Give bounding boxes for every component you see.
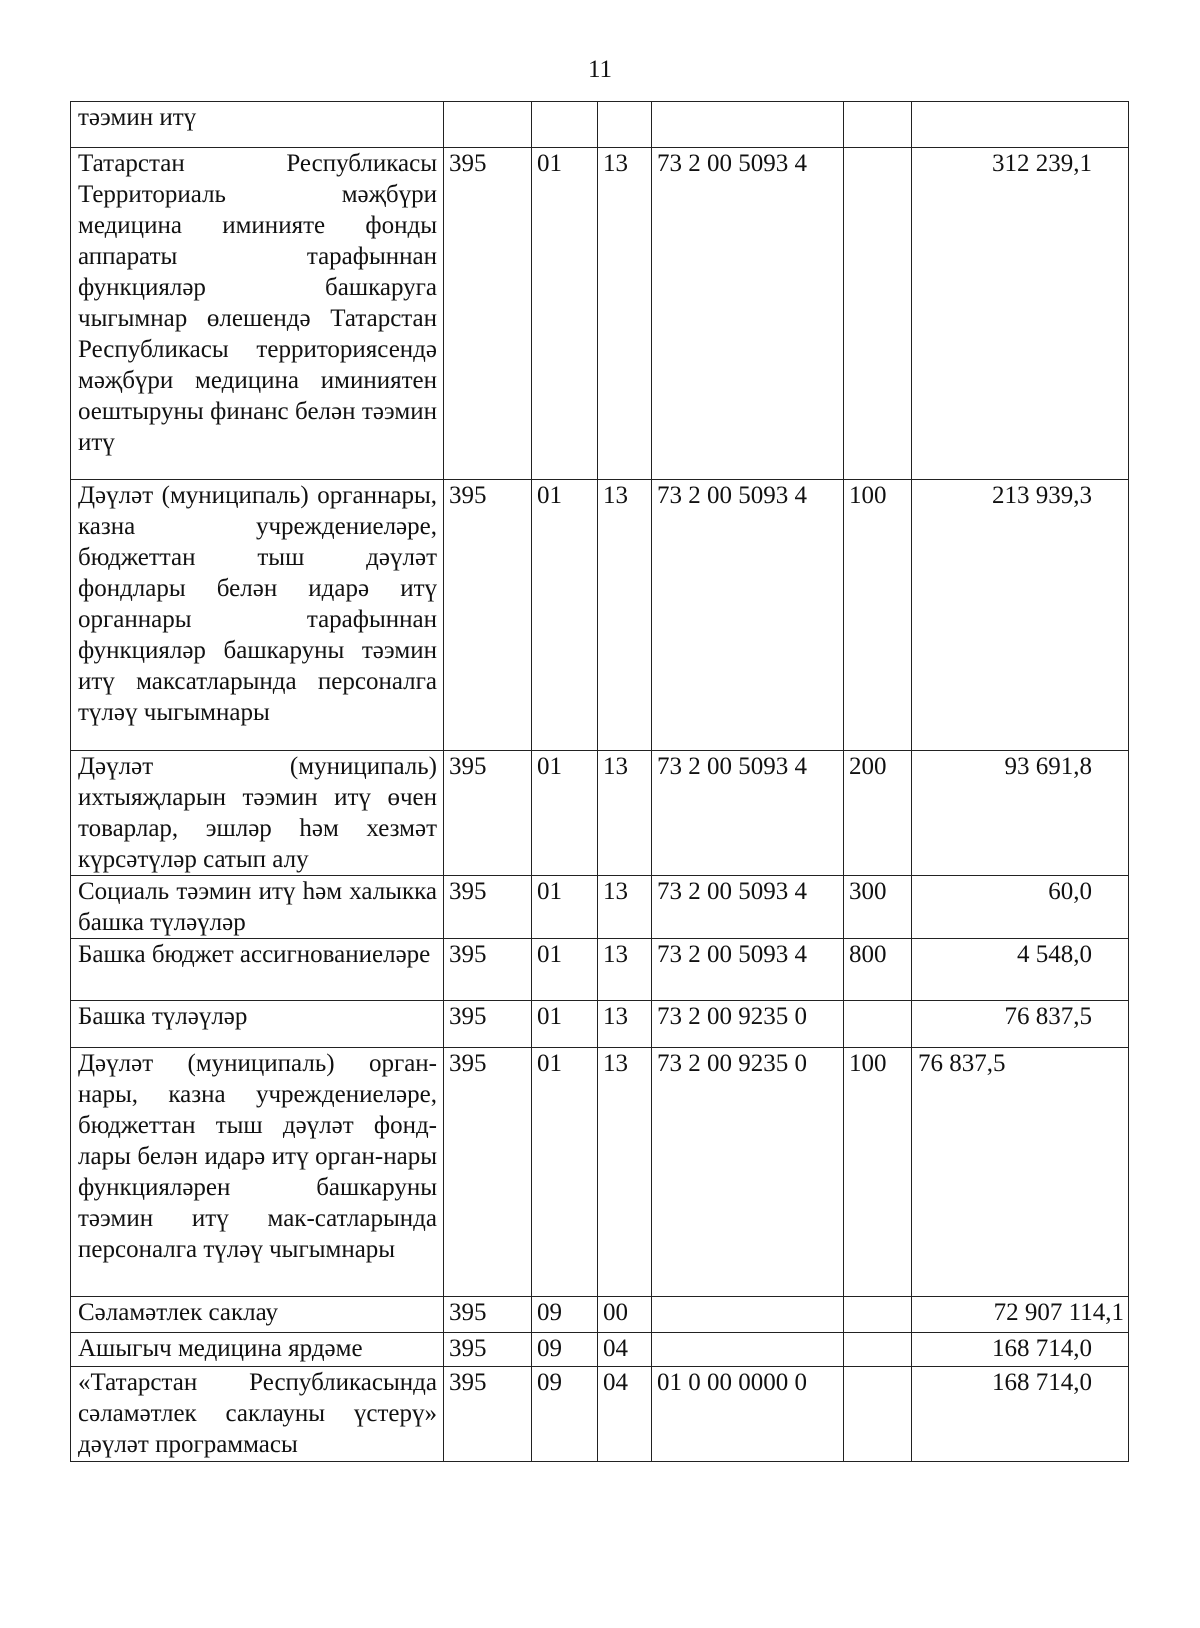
row-section-code: 09: [532, 1297, 598, 1333]
row-subsection-code: 00: [598, 1297, 652, 1333]
row-subsection-code: 13: [598, 1048, 652, 1297]
table-row: [71, 1048, 1129, 1297]
row-ministry-code: 395: [444, 1333, 532, 1367]
row-expense-type: 100: [844, 480, 912, 751]
row-ministry-code: 395: [444, 148, 532, 480]
table-row: [71, 480, 1129, 751]
row-target-article: 73 2 00 9235 0: [652, 1001, 844, 1048]
row-expense-type: 300: [844, 876, 912, 939]
table-row: [71, 1333, 1129, 1367]
row-section-code: [532, 102, 598, 148]
row-ministry-code: 395: [444, 751, 532, 876]
table-row: [71, 1367, 1129, 1462]
row-amount: 4 548,0: [912, 939, 1129, 1001]
row-section-code: 09: [532, 1367, 598, 1462]
row-subsection-code: 13: [598, 480, 652, 751]
row-subsection-code: 13: [598, 148, 652, 480]
row-subsection-code: 04: [598, 1333, 652, 1367]
row-amount: 168 714,0: [912, 1367, 1129, 1462]
row-description: Сәламәтлек саклау: [71, 1297, 444, 1333]
row-description: Дәүләт (муниципаль) орган-нары, казна учреждениеләре, бюджеттан тыш дәүләт фонд-лары белән идарә итү орган-нары функцияләрен башкаруны тәэмин итү мак-сатларында персоналга түләү чыгымнары: [71, 1048, 444, 1297]
row-target-article: 73 2 00 9235 0: [652, 1048, 844, 1297]
row-description: Татарстан Республикасы Территориаль мәҗбүри медицина иминияте фонды аппараты тарафыннан функцияләр башкаруга чыгымнар өлешендә Татарстан Республикасы территориясендә мәҗбүри медицина иминиятен оештыруны финанс белән тәэмин итү: [71, 148, 444, 480]
row-description: «Татарстан Республикасында сәламәтлек саклауны үстерү» дәүләт программасы: [71, 1367, 444, 1462]
row-ministry-code: 395: [444, 876, 532, 939]
row-amount: 213 939,3: [912, 480, 1129, 751]
row-subsection-code: 13: [598, 1001, 652, 1048]
row-target-article: 73 2 00 5093 4: [652, 751, 844, 876]
row-expense-type: 800: [844, 939, 912, 1001]
row-section-code: 01: [532, 939, 598, 1001]
row-ministry-code: 395: [444, 1367, 532, 1462]
row-amount: 76 837,5: [912, 1001, 1129, 1048]
row-expense-type: [844, 102, 912, 148]
row-section-code: 01: [532, 480, 598, 751]
row-target-article: [652, 102, 844, 148]
row-ministry-code: 395: [444, 1001, 532, 1048]
row-ministry-code: 395: [444, 480, 532, 751]
row-section-code: 01: [532, 751, 598, 876]
row-ministry-code: [444, 102, 532, 148]
table-row: [71, 148, 1129, 480]
row-expense-type: 200: [844, 751, 912, 876]
row-expense-type: [844, 1001, 912, 1048]
row-subsection-code: 13: [598, 751, 652, 876]
row-target-article: 73 2 00 5093 4: [652, 148, 844, 480]
row-ministry-code: 395: [444, 1048, 532, 1297]
row-subsection-code: 13: [598, 939, 652, 1001]
row-subsection-code: 13: [598, 876, 652, 939]
row-amount: [912, 102, 1129, 148]
row-expense-type: [844, 1367, 912, 1462]
row-section-code: 09: [532, 1333, 598, 1367]
row-section-code: 01: [532, 876, 598, 939]
row-target-article: 73 2 00 5093 4: [652, 876, 844, 939]
row-expense-type: [844, 1333, 912, 1367]
row-description: Социаль тәэмин итү һәм халыкка башка түләүләр: [71, 876, 444, 939]
row-amount: 72 907 114,1: [912, 1297, 1129, 1333]
row-expense-type: [844, 1297, 912, 1333]
table-row: [71, 751, 1129, 876]
table-row: [71, 939, 1129, 1001]
row-target-article: [652, 1333, 844, 1367]
table-row: [71, 1297, 1129, 1333]
row-amount: 60,0: [912, 876, 1129, 939]
row-amount: 93 691,8: [912, 751, 1129, 876]
row-section-code: 01: [532, 148, 598, 480]
row-expense-type: 100: [844, 1048, 912, 1297]
row-description: Башка түләүләр: [71, 1001, 444, 1048]
row-description: Ашыгыч медицина ярдәме: [71, 1333, 444, 1367]
table-row: [71, 876, 1129, 939]
row-description: Дәүләт (муниципаль) органнары, казна учреждениеләре, бюджеттан тыш дәүләт фондлары белән идарә итү органнары тарафыннан функцияләр башкаруны тәэмин итү максатларында персоналга түләү чыгымнары: [71, 480, 444, 751]
page-number: 11: [587, 56, 613, 83]
row-section-code: 01: [532, 1048, 598, 1297]
row-target-article: 73 2 00 5093 4: [652, 939, 844, 1001]
row-subsection-code: 04: [598, 1367, 652, 1462]
row-ministry-code: 395: [444, 939, 532, 1001]
row-section-code: 01: [532, 1001, 598, 1048]
row-target-article: [652, 1297, 844, 1333]
row-subsection-code: [598, 102, 652, 148]
row-target-article: 73 2 00 5093 4: [652, 480, 844, 751]
row-amount: 76 837,5: [912, 1048, 1129, 1297]
row-amount: 168 714,0: [912, 1333, 1129, 1367]
row-description: Дәүләт (муниципаль) ихтыяҗларын тәэмин итү өчен товарлар, эшләр һәм хезмәт күрсәтүләр сатып алу: [71, 751, 444, 876]
row-target-article: 01 0 00 0000 0: [652, 1367, 844, 1462]
row-ministry-code: 395: [444, 1297, 532, 1333]
row-description: Башка бюджет ассигнованиеләре: [71, 939, 444, 1001]
row-description: тәэмин итү: [71, 102, 444, 148]
budget-table: [70, 101, 1129, 1462]
table-row: [71, 102, 1129, 148]
row-expense-type: [844, 148, 912, 480]
table-row: [71, 1001, 1129, 1048]
row-amount: 312 239,1: [912, 148, 1129, 480]
